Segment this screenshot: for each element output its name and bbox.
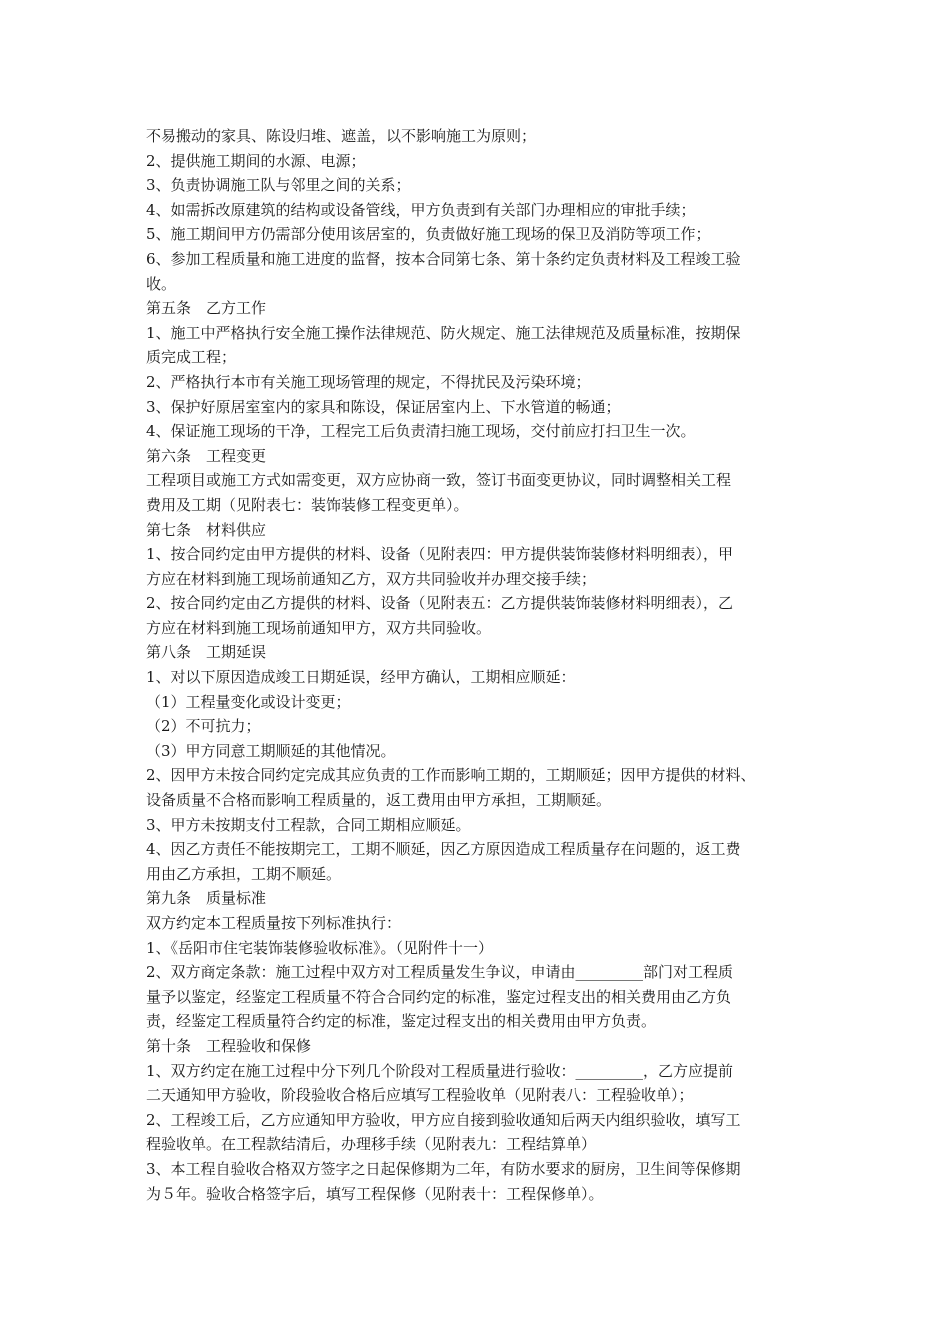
text-line: 2、提供施工期间的水源、电源； [146,151,366,170]
section-heading: 第九条 质量标准 [146,889,267,908]
section-heading: 第七条 材料供应 [146,520,267,539]
text-line: 工程项目或施工方式如需变更，双方应协商一致，签订书面变更协议，同时调整相关工程 [146,471,732,490]
text-line: 程验收单。在工程款结清后，办理移手续（见附表九：工程结算单） [146,1135,597,1154]
text-line: （3）甲方同意工期顺延的其他情况。 [146,741,396,760]
text-line: 4、如需拆改原建筑的结构或设备管线，甲方负责到有关部门办理相应的审批手续； [146,200,696,219]
text-line: 2、双方商定条款：施工过程中双方对工程质量发生争议，申请由_________部门对工程质 [146,963,734,982]
text-line: 3、保护好原居室室内的家具和陈设，保证居室内上、下水管道的畅通； [146,397,621,416]
text-line: 用由乙方承担，工期不顺延。 [146,864,342,883]
text-line: 责，经鉴定工程质量符合约定的标准，鉴定过程支出的相关费用由甲方负责。 [146,1012,657,1031]
text-line: 1、施工中严格执行安全施工操作法律规范、防火规定、施工法律规范及质量标准，按期保 [146,323,741,342]
text-line: 3、甲方未按期支付工程款，合同工期相应顺延。 [146,815,471,834]
text-line: 二天通知甲方验收，阶段验收合格后应填写工程验收单（见附表八：工程验收单）； [146,1086,694,1105]
text-line: 2、因甲方未按合同约定完成其应负责的工作而影响工期的，工期顺延；因甲方提供的材料、 [146,766,756,785]
text-line: 双方约定本工程质量按下列标准执行： [146,914,402,932]
text-line: 方应在材料到施工现场前通知乙方，双方共同验收并办理交接手续； [146,569,597,588]
section-heading: 第十条 工程验收和保修 [146,1036,312,1055]
text-line: （1）工程量变化或设计变更； [146,692,351,711]
text-line: 3、本工程自验收合格双方签字之日起保修期为二年，有防水要求的厨房，卫生间等保修期 [146,1159,741,1178]
text-line: 费用及工期（见附表七：装饰装修工程变更单）。 [146,495,469,514]
document-page [146,124,814,1206]
text-line: 为５年。验收合格签字后，填写工程保修（见附表十：工程保修单）。 [146,1184,604,1203]
text-line: 4、因乙方责任不能按期完工，工期不顺延，因乙方原因造成工程质量存在问题的，返工费 [146,840,741,859]
text-line: （2）不可抗力； [146,717,261,736]
text-line: 1、《岳阳市住宅装饰装修验收标准》。（见附件十一） [146,938,494,957]
section-heading: 第六条 工程变更 [146,446,267,465]
text-line: 2、工程竣工后，乙方应通知甲方验收，甲方应自接到验收通知后两天内组织验收，填写工 [146,1110,741,1129]
text-line: 2、严格执行本市有关施工现场管理的规定，不得扰民及污染环境； [146,372,591,391]
text-line: 质完成工程； [146,348,237,367]
text-line: 4、保证施工现场的干净，工程完工后负责清扫施工现场，交付前应打扫卫生一次。 [146,422,696,441]
text-line: 5、施工期间甲方仍需部分使用该居室的，负责做好施工现场的保卫及消防等项工作； [146,225,711,244]
text-line: 6、参加工程质量和施工进度的监督，按本合同第七条、第十条约定负责材料及工程竣工验 [146,249,741,268]
text-line: 量予以鉴定，经鉴定工程质量不符合合同约定的标准，鉴定过程支出的相关费用由乙方负 [146,987,732,1006]
text-line: 1、按合同约定由甲方提供的材料、设备（见附表四：甲方提供装饰装修材料明细表），甲 [146,545,734,564]
text-line: 3、负责协调施工队与邻里之间的关系； [146,176,411,195]
section-heading: 第八条 工期延误 [146,643,267,662]
text-line: 不易搬动的家具、陈设归堆、遮盖，以不影响施工为原则； [146,127,537,145]
text-line: 方应在材料到施工现场前通知甲方，双方共同验收。 [146,618,492,637]
text-line: 1、对以下原因造成竣工日期延误，经甲方确认，工期相应顺延： [146,668,576,687]
text-line: 设备质量不合格而影响工程质量的，返工费用由甲方承担，工期顺延。 [146,791,612,810]
text-line: 收。 [146,274,177,293]
section-heading: 第五条 乙方工作 [146,299,267,318]
text-line: 1、双方约定在施工过程中分下列几个阶段对工程质量进行验收：_________，乙方应提前 [146,1061,734,1080]
text-line: 2、按合同约定由乙方提供的材料、设备（见附表五：乙方提供装饰装修材料明细表），乙 [146,594,734,613]
